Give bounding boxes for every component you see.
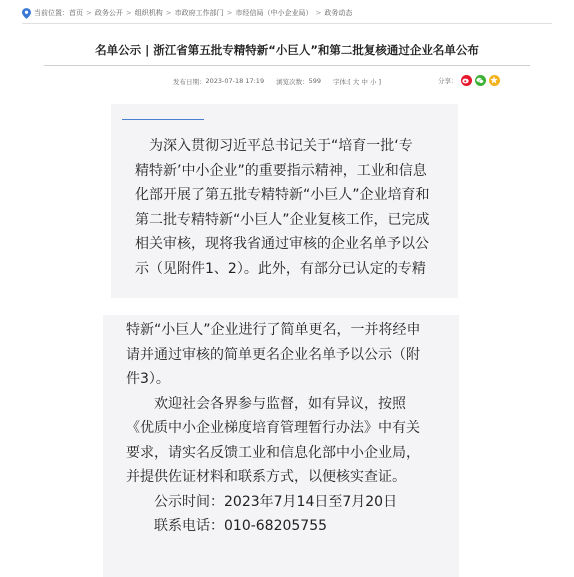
body-line: 精特新’中小企业”的重要指示精神，工业和信息 (135, 162, 427, 179)
breadcrumb-item-departments[interactable]: 市政府工作部门 (174, 9, 224, 17)
breadcrumb-prefix: 当前位置： (34, 9, 69, 17)
views-count: 599 (308, 77, 321, 85)
qzone-icon[interactable] (489, 75, 500, 86)
weibo-icon[interactable] (461, 75, 472, 86)
font-medium-button[interactable]: 中 (361, 77, 368, 86)
page-title: 名单公示 | 浙江省第五批专精特新“小巨人”和第二批复核通过企业名单公布 (95, 43, 479, 57)
font-size-control (333, 77, 381, 86)
font-large-button[interactable]: 大 (352, 77, 360, 86)
breadcrumb-item-bureau[interactable]: 市经信局（中小企业局） (235, 9, 313, 17)
published-date: 2023-07-18 17:19 (205, 77, 265, 85)
share-bar (438, 72, 500, 88)
accent-line (122, 119, 204, 120)
body-line: 化部开展了第五批专精特新“小巨人”企业培育和 (135, 187, 430, 203)
contact-phone: 联系电话：010-68205755 (126, 518, 328, 534)
body-line: 示（见附件1、2）。此外，有部分已认定的专精 (135, 260, 426, 277)
published-label: 发布日期： (173, 77, 206, 86)
body-line: 欢迎社会各界参与监督，如有异议，按照 (126, 395, 406, 412)
breadcrumb-item-home[interactable]: 首页 (69, 9, 83, 17)
breadcrumb (22, 4, 552, 22)
location-pin-icon (22, 8, 31, 19)
body-line: 相关审核，现将我省通过审核的企业名单予以公 (135, 236, 429, 252)
body-line: 请并通过审核的简单更名企业名单予以公示（附 (126, 346, 420, 363)
font-close: ] (378, 77, 382, 86)
breadcrumb-divider (22, 23, 552, 24)
breadcrumb-separator: > (165, 9, 172, 17)
body-line: 特新“小巨人”企业进行了简单更名，一并将经申 (126, 322, 421, 338)
article-body-part-2 (126, 318, 421, 539)
article-body-part-1 (135, 134, 430, 281)
publicity-period: 公示时间：2023年7月14日至7月20日 (126, 493, 398, 510)
font-label: 字体:[ (333, 77, 351, 86)
body-line: 第二批专精特新“小巨人”企业复核工作，已完成 (135, 211, 430, 228)
article-meta (173, 74, 381, 88)
share-label: 分享： (438, 76, 458, 85)
breadcrumb-separator: > (315, 9, 322, 17)
breadcrumb-separator: > (86, 9, 92, 17)
breadcrumb-item-gov-affairs[interactable]: 政务公开 (94, 9, 123, 17)
views-label: 浏览次数： (276, 77, 309, 86)
body-line: 并提供佐证材料和联系方式，以便核实查证。 (126, 469, 406, 485)
breadcrumb-separator: > (226, 9, 233, 17)
breadcrumb-item-organizations[interactable]: 组织机构 (134, 9, 163, 17)
font-small-button[interactable]: 小 (369, 77, 377, 86)
wechat-icon[interactable] (475, 75, 486, 86)
body-line: 《优质中小企业梯度培育管理暂行办法》中有关 (126, 420, 420, 436)
title-divider (44, 65, 530, 66)
body-line: 要求，请实名反馈工业和信息化部中小企业局， (126, 444, 420, 461)
breadcrumb-separator: > (125, 9, 132, 17)
body-line: 件3）。 (126, 371, 170, 387)
body-line: 为深入贯彻习近平总书记关于“培育一批‘专 (135, 138, 413, 154)
breadcrumb-item-news[interactable]: 政务动态 (324, 9, 353, 17)
